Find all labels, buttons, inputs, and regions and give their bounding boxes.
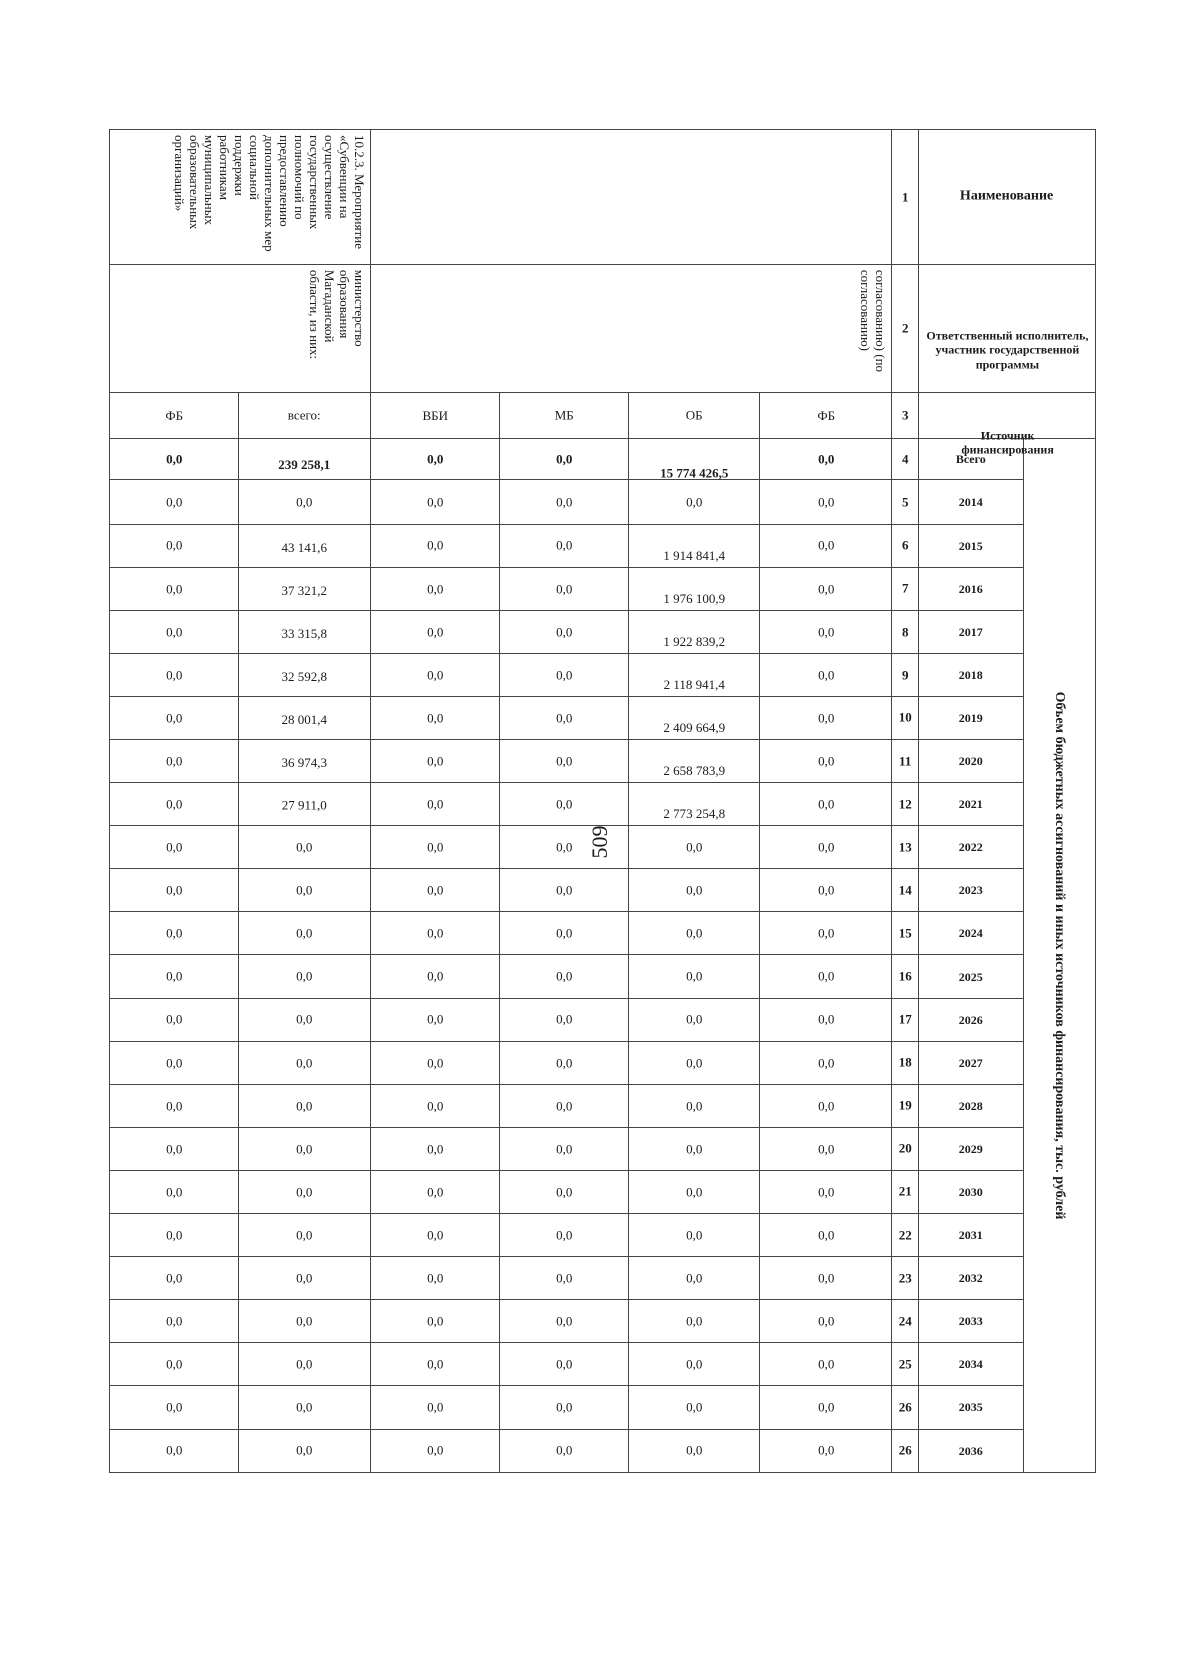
column-number: 18 — [892, 1041, 919, 1084]
cell-year-value: 0,0 — [110, 480, 239, 524]
cell-year-value: 2 118 941,4 — [628, 653, 760, 696]
header-name: Наименование — [919, 130, 1096, 265]
cell-year-value: 36 974,3 — [239, 740, 371, 783]
column-number: 19 — [892, 1084, 919, 1127]
column-number: 16 — [892, 955, 919, 998]
cell-year-value: 0,0 — [110, 1041, 239, 1084]
cell-year-value: 0,0 — [370, 1214, 499, 1257]
cell-year-value: 0,0 — [760, 1386, 892, 1429]
header-year: 2031 — [919, 1214, 1024, 1257]
column-number: 14 — [892, 869, 919, 912]
cell-year-value: 0,0 — [760, 1084, 892, 1127]
cell-year-value: 0,0 — [499, 524, 628, 567]
header-year: 2022 — [919, 826, 1024, 869]
cell-year-value: 0,0 — [760, 610, 892, 653]
cell-year-value: 0,0 — [239, 1386, 371, 1429]
cell-year-value: 0,0 — [628, 955, 760, 998]
cell-year-value: 0,0 — [628, 480, 760, 524]
column-number: 2 — [892, 264, 919, 392]
cell-year-value: 0,0 — [628, 1257, 760, 1300]
cell-year-value: 0,0 — [760, 653, 892, 696]
column-number: 20 — [892, 1127, 919, 1170]
cell-total: 0,0 — [499, 439, 628, 480]
cell-year-value: 0,0 — [239, 1214, 371, 1257]
cell-year-value: 0,0 — [499, 1386, 628, 1429]
cell-year-value: 0,0 — [499, 567, 628, 610]
cell-year-value: 0,0 — [110, 869, 239, 912]
cell-year-value: 43 141,6 — [239, 524, 371, 567]
cell-year-value: 0,0 — [628, 998, 760, 1041]
cell-year-value: 0,0 — [499, 826, 628, 869]
header-year: 2030 — [919, 1170, 1024, 1213]
cell-year-value: 0,0 — [628, 1170, 760, 1213]
cell-year-value: 2 409 664,9 — [628, 696, 760, 739]
cell-year-value: 0,0 — [239, 480, 371, 524]
column-number: 24 — [892, 1300, 919, 1343]
cell-year-value: 0,0 — [499, 1084, 628, 1127]
cell-year-value: 0,0 — [499, 740, 628, 783]
cell-year-value: 0,0 — [370, 869, 499, 912]
column-number: 22 — [892, 1214, 919, 1257]
header-year: 2014 — [919, 480, 1024, 524]
cell-year-value: 0,0 — [110, 955, 239, 998]
header-year: 2020 — [919, 740, 1024, 783]
cell-year-value: 0,0 — [110, 1257, 239, 1300]
cell-year-value: 0,0 — [628, 1386, 760, 1429]
cell-year-value: 0,0 — [110, 998, 239, 1041]
header-year: 2035 — [919, 1386, 1024, 1429]
cell-year-value: 0,0 — [239, 955, 371, 998]
cell-year-value: 0,0 — [760, 869, 892, 912]
cell-year-value: 0,0 — [110, 567, 239, 610]
cell-year-value: 0,0 — [239, 1300, 371, 1343]
cell-year-value: 0,0 — [239, 1084, 371, 1127]
column-number: 8 — [892, 610, 919, 653]
cell-year-value: 0,0 — [499, 1214, 628, 1257]
column-number: 7 — [892, 567, 919, 610]
cell-year-value: 0,0 — [760, 912, 892, 955]
cell-year-value: 0,0 — [239, 869, 371, 912]
cell-year-value: 0,0 — [628, 1343, 760, 1386]
cell-year-value: 0,0 — [370, 1429, 499, 1472]
cell-year-value: 0,0 — [239, 1127, 371, 1170]
cell-source: ФБ — [110, 393, 239, 439]
column-number: 9 — [892, 653, 919, 696]
cell-year-value: 0,0 — [110, 826, 239, 869]
cell-year-value: 28 001,4 — [239, 696, 371, 739]
header-year: 2033 — [919, 1300, 1024, 1343]
header-year: 2016 — [919, 567, 1024, 610]
cell-year-value: 0,0 — [239, 1343, 371, 1386]
cell-year-value: 0,0 — [760, 696, 892, 739]
column-number: 6 — [892, 524, 919, 567]
cell-year-value: 0,0 — [110, 783, 239, 826]
cell-year-value: 0,0 — [628, 1429, 760, 1472]
cell-source: ВБИ — [370, 393, 499, 439]
header-year: 2034 — [919, 1343, 1024, 1386]
header-row-1 — [1024, 130, 1096, 1516]
column-number: 17 — [892, 998, 919, 1041]
cell-year-value: 37 321,2 — [239, 567, 371, 610]
column-number: 12 — [892, 783, 919, 826]
cell-year-value: 0,0 — [239, 1170, 371, 1213]
header-year: 2032 — [919, 1257, 1024, 1300]
cell-year-value: 0,0 — [760, 1214, 892, 1257]
budget-table-rotated — [109, 129, 1096, 1516]
cell-year-value: 0,0 — [760, 1257, 892, 1300]
header-executor: Ответственный исполнитель, участник государственной программы — [919, 264, 1096, 392]
cell-source: всего: — [239, 393, 371, 439]
cell-year-value: 0,0 — [499, 1343, 628, 1386]
column-number: 25 — [892, 1343, 919, 1386]
header-year: 2015 — [919, 524, 1024, 567]
cell-year-value: 0,0 — [110, 1084, 239, 1127]
cell-year-value: 0,0 — [499, 1041, 628, 1084]
cell-year-value: 0,0 — [370, 1257, 499, 1300]
cell-year-value: 0,0 — [628, 1300, 760, 1343]
cell-year-value: 0,0 — [370, 998, 499, 1041]
cell-year-value: 0,0 — [499, 998, 628, 1041]
column-numbers-row — [892, 130, 919, 1516]
header-year: 2024 — [919, 912, 1024, 955]
cell-name: 10.2.3. Мероприятие «Субвенции на осуществление государственных полномочий по предоставлению дополнительных мер социальной поддержки работникам муниципальных образовательных организаций» — [110, 130, 371, 265]
cell-total: 239 258,1 — [239, 439, 371, 480]
cell-year-value: 0,0 — [760, 955, 892, 998]
cell-year-value: 0,0 — [499, 869, 628, 912]
cell-year-value: 0,0 — [499, 480, 628, 524]
cell-executor: согласованию) (по согласованию) — [370, 264, 891, 392]
cell-year-value: 0,0 — [239, 998, 371, 1041]
header-source: Источник финансирования — [919, 393, 1096, 439]
cell-year-value: 0,0 — [760, 567, 892, 610]
cell-source: ФБ — [760, 393, 892, 439]
cell-year-value: 0,0 — [760, 1300, 892, 1343]
cell-year-value: 0,0 — [370, 1386, 499, 1429]
cell-year-value: 0,0 — [370, 912, 499, 955]
cell-year-value: 32 592,8 — [239, 653, 371, 696]
cell-year-value: 0,0 — [110, 912, 239, 955]
column-number: 1 — [892, 130, 919, 265]
header-year: 2025 — [919, 955, 1024, 998]
cell-year-value: 0,0 — [239, 1429, 371, 1472]
cell-year-value: 2 773 254,8 — [628, 783, 760, 826]
cell-year-value: 0,0 — [239, 1257, 371, 1300]
cell-year-value: 0,0 — [628, 1214, 760, 1257]
cell-year-value: 0,0 — [628, 912, 760, 955]
cell-source: МБ — [499, 393, 628, 439]
cell-year-value: 0,0 — [760, 1041, 892, 1084]
cell-year-value: 0,0 — [370, 955, 499, 998]
cell-total: 15 774 426,5 — [628, 439, 760, 480]
column-number: 26 — [892, 1386, 919, 1429]
cell-year-value: 0,0 — [760, 1429, 892, 1472]
cell-year-value: 1 914 841,4 — [628, 524, 760, 567]
column-number: 10 — [892, 696, 919, 739]
cell-year-value: 33 315,8 — [239, 610, 371, 653]
cell-year-value: 0,0 — [760, 998, 892, 1041]
cell-year-value: 0,0 — [760, 1343, 892, 1386]
table-row — [239, 130, 371, 1516]
header-year: 2017 — [919, 610, 1024, 653]
cell-year-value: 0,0 — [370, 1084, 499, 1127]
cell-year-value: 0,0 — [110, 1300, 239, 1343]
cell-source: ОБ — [628, 393, 760, 439]
cell-year-value: 1 922 839,2 — [628, 610, 760, 653]
header-total: Всего — [919, 439, 1024, 480]
cell-year-value: 27 911,0 — [239, 783, 371, 826]
cell-year-value: 0,0 — [499, 696, 628, 739]
cell-year-value: 0,0 — [370, 740, 499, 783]
cell-year-value: 0,0 — [370, 783, 499, 826]
cell-total: 0,0 — [370, 439, 499, 480]
cell-year-value: 1 976 100,9 — [628, 567, 760, 610]
column-number: 3 — [892, 393, 919, 439]
cell-year-value: 0,0 — [370, 1041, 499, 1084]
cell-total: 0,0 — [760, 439, 892, 480]
cell-year-value: 2 658 783,9 — [628, 740, 760, 783]
header-year: 2026 — [919, 998, 1024, 1041]
cell-name — [370, 130, 891, 265]
cell-year-value: 0,0 — [499, 955, 628, 998]
column-number: 5 — [892, 480, 919, 524]
cell-year-value: 0,0 — [760, 783, 892, 826]
cell-year-value: 0,0 — [628, 826, 760, 869]
header-year: 2019 — [919, 696, 1024, 739]
cell-year-value: 0,0 — [110, 653, 239, 696]
cell-year-value: 0,0 — [370, 480, 499, 524]
cell-year-value: 0,0 — [760, 480, 892, 524]
cell-year-value: 0,0 — [370, 826, 499, 869]
header-year: 2023 — [919, 869, 1024, 912]
cell-year-value: 0,0 — [499, 1257, 628, 1300]
cell-year-value: 0,0 — [760, 524, 892, 567]
budget-table — [109, 129, 1096, 1516]
cell-year-value: 0,0 — [760, 826, 892, 869]
header-year: 2018 — [919, 653, 1024, 696]
cell-year-value: 0,0 — [110, 1386, 239, 1429]
cell-year-value: 0,0 — [499, 1127, 628, 1170]
column-number: 13 — [892, 826, 919, 869]
cell-year-value: 0,0 — [760, 1170, 892, 1213]
cell-year-value: 0,0 — [499, 1429, 628, 1472]
cell-year-value: 0,0 — [110, 524, 239, 567]
cell-year-value: 0,0 — [499, 1170, 628, 1213]
header-year: 2027 — [919, 1041, 1024, 1084]
cell-year-value: 0,0 — [628, 1084, 760, 1127]
cell-year-value: 0,0 — [499, 1300, 628, 1343]
cell-year-value: 0,0 — [370, 696, 499, 739]
cell-year-value: 0,0 — [370, 567, 499, 610]
column-number: 15 — [892, 912, 919, 955]
column-number: 11 — [892, 740, 919, 783]
column-number: 4 — [892, 439, 919, 480]
cell-year-value: 0,0 — [628, 869, 760, 912]
column-number: 23 — [892, 1257, 919, 1300]
header-year: 2029 — [919, 1127, 1024, 1170]
cell-year-value: 0,0 — [110, 740, 239, 783]
cell-year-value: 0,0 — [628, 1127, 760, 1170]
cell-year-value: 0,0 — [628, 1041, 760, 1084]
cell-executor: министерство образования Магаданской области, из них: — [110, 264, 371, 392]
cell-year-value: 0,0 — [370, 610, 499, 653]
cell-year-value: 0,0 — [499, 653, 628, 696]
cell-year-value: 0,0 — [110, 1429, 239, 1472]
header-volume: Объем бюджетных ассигнований и иных источников финансирования, тыс. рублей — [1024, 439, 1096, 1472]
cell-year-value: 0,0 — [370, 653, 499, 696]
cell-year-value: 0,0 — [370, 1127, 499, 1170]
cell-year-value: 0,0 — [110, 1214, 239, 1257]
table-row — [760, 130, 892, 1516]
header-year: 2028 — [919, 1084, 1024, 1127]
cell-year-value: 0,0 — [499, 912, 628, 955]
cell-year-value: 0,0 — [239, 826, 371, 869]
cell-year-value: 0,0 — [760, 740, 892, 783]
cell-total: 0,0 — [110, 439, 239, 480]
cell-year-value: 0,0 — [370, 1343, 499, 1386]
cell-year-value: 0,0 — [370, 1170, 499, 1213]
cell-year-value: 0,0 — [110, 1127, 239, 1170]
page-number: 509 — [587, 825, 612, 859]
cell-year-value: 0,0 — [110, 1170, 239, 1213]
cell-year-value: 0,0 — [760, 1127, 892, 1170]
column-number: 21 — [892, 1170, 919, 1213]
cell-year-value: 0,0 — [239, 1041, 371, 1084]
cell-year-value: 0,0 — [370, 524, 499, 567]
cell-year-value: 0,0 — [110, 610, 239, 653]
cell-year-value: 0,0 — [499, 610, 628, 653]
cell-year-value: 0,0 — [499, 783, 628, 826]
cell-year-value: 0,0 — [370, 1300, 499, 1343]
header-year: 2036 — [919, 1429, 1024, 1472]
column-number: 26 — [892, 1429, 919, 1472]
header-year: 2021 — [919, 783, 1024, 826]
cell-year-value: 0,0 — [110, 696, 239, 739]
cell-year-value: 0,0 — [110, 1343, 239, 1386]
cell-year-value: 0,0 — [239, 912, 371, 955]
